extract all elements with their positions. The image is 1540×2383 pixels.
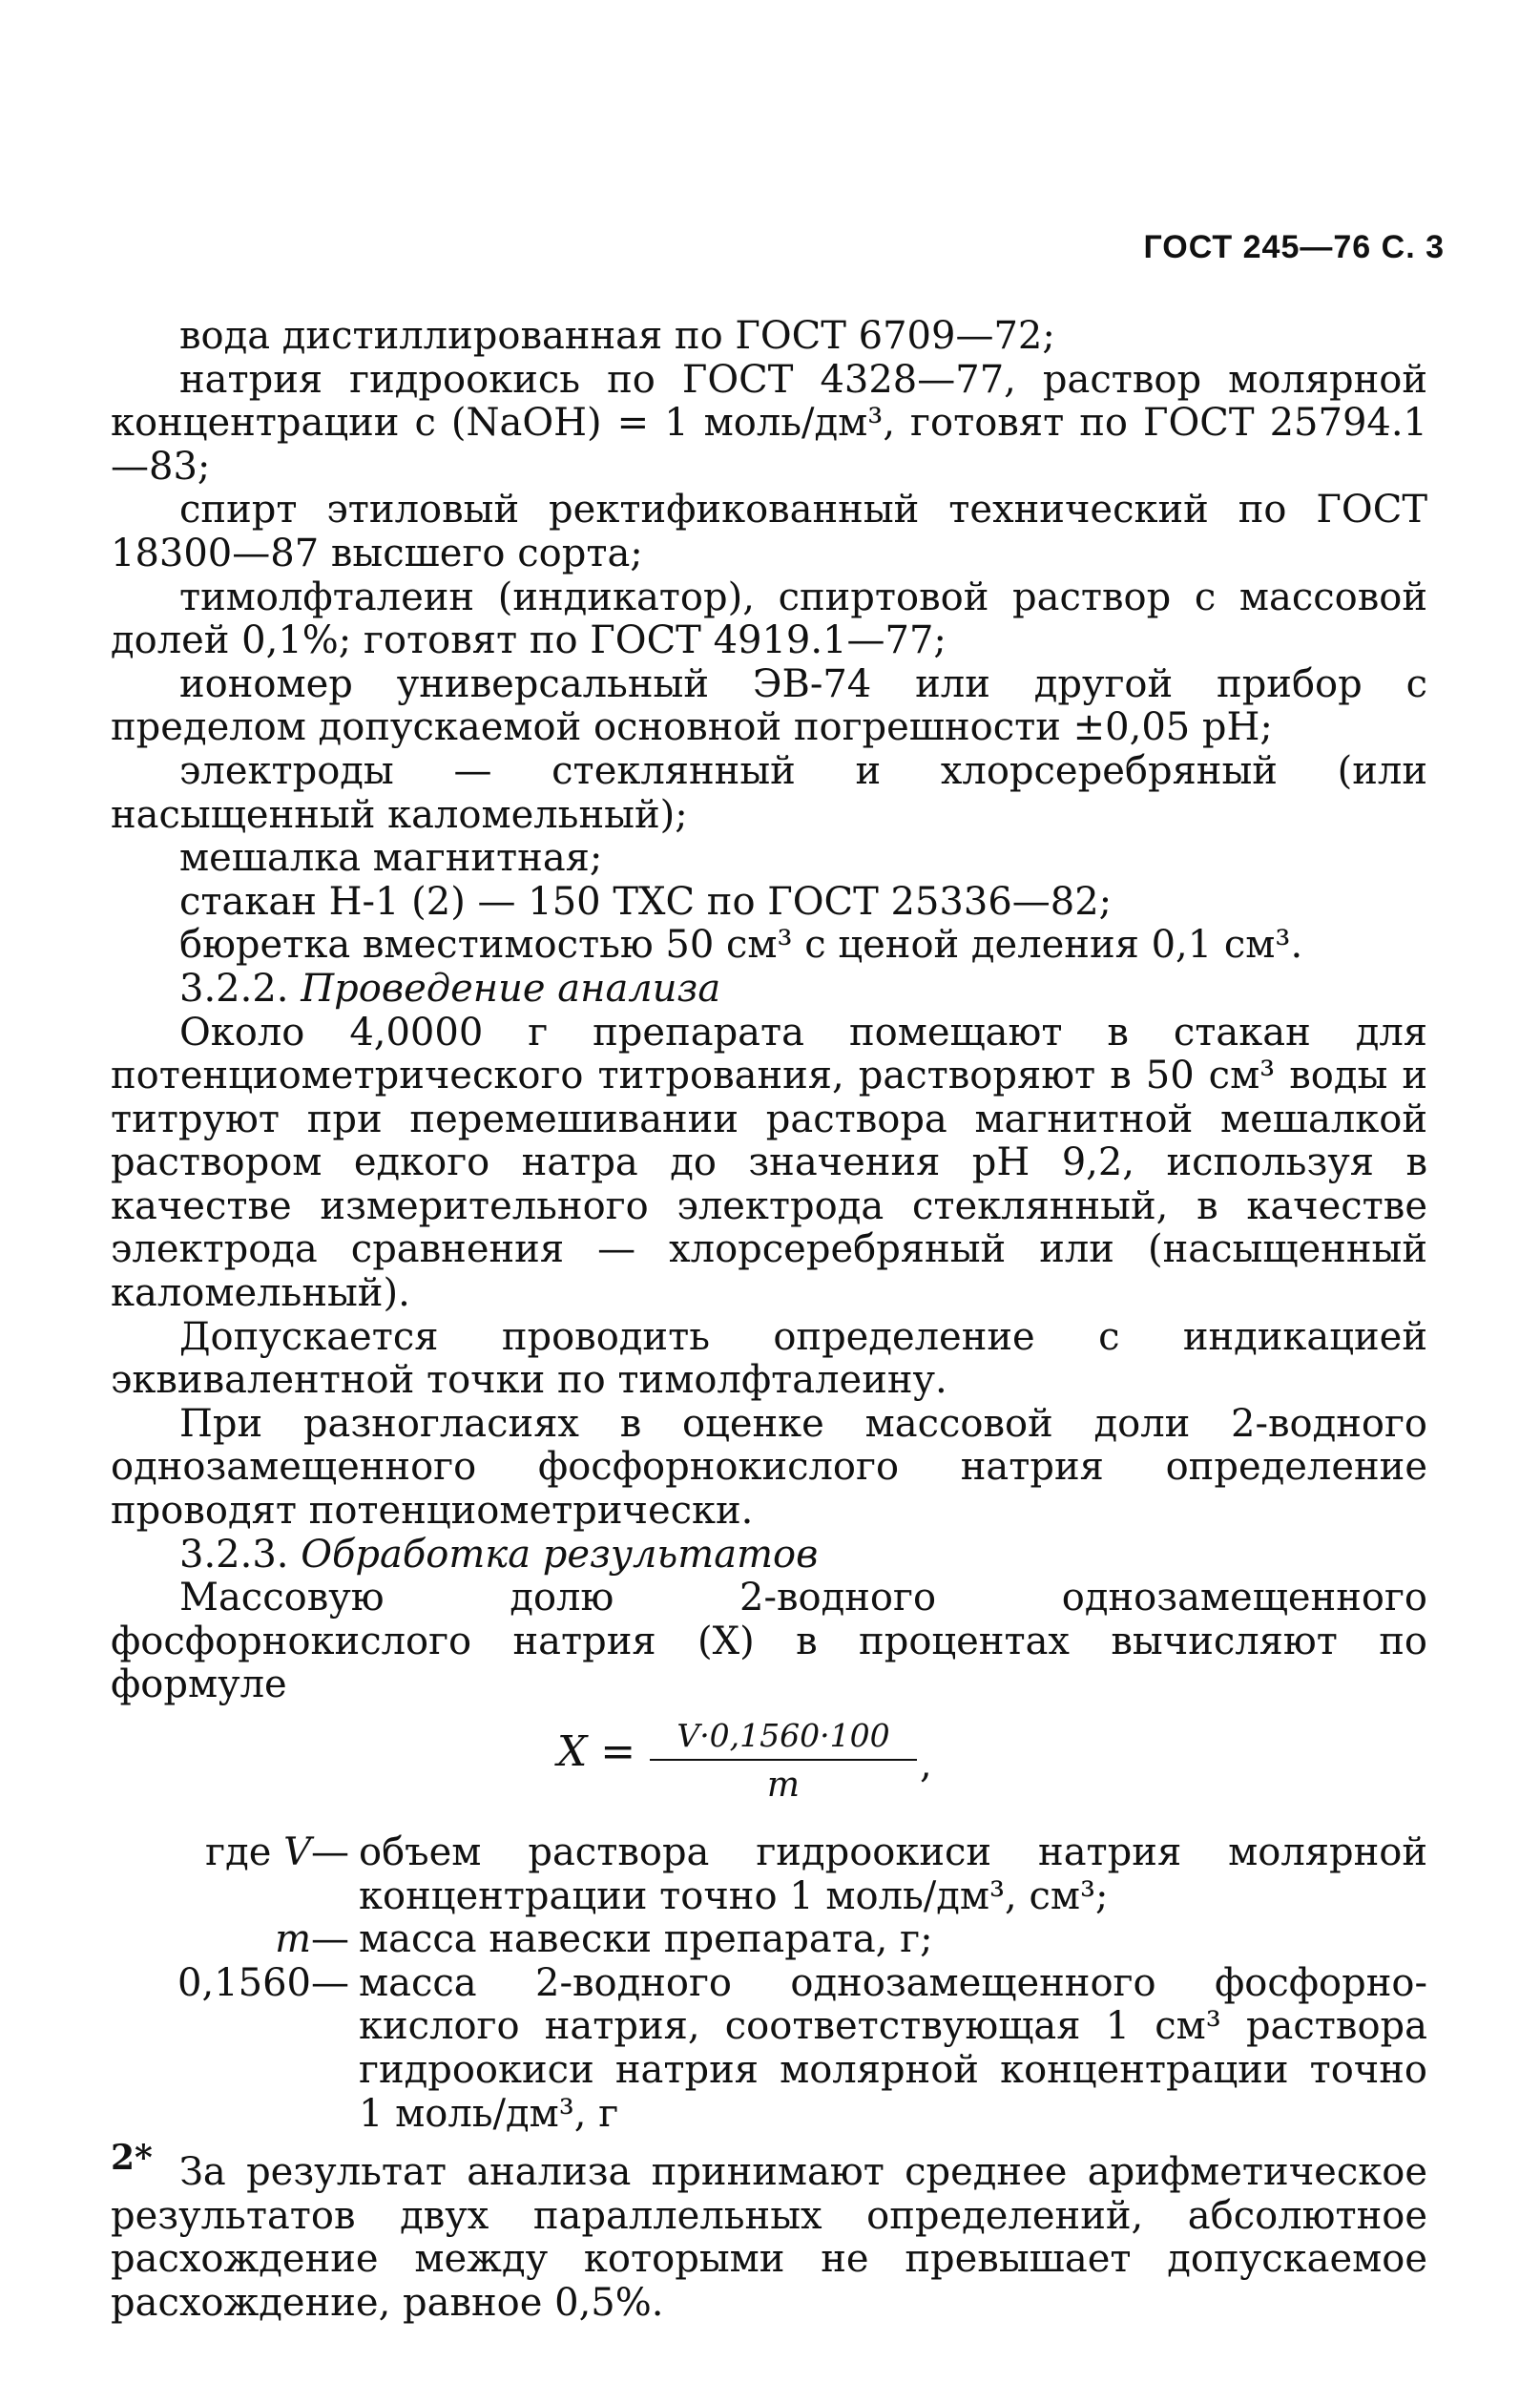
reagent-item: вода дистиллированная по ГОСТ 6709—72; <box>179 314 1055 358</box>
definition-description: объем раствора гидроокиси натрия молярной концентрации точно 1 моль/дм³, см³; <box>359 1830 1427 1918</box>
definition-description: масса навески препарата, г; <box>359 1917 933 1962</box>
signature-mark: 2* <box>111 2138 153 2178</box>
section-heading-analysis <box>111 968 1427 1012</box>
formula-trail: , <box>920 1743 932 1787</box>
definition-row <box>111 1962 1427 2136</box>
definition-symbol: V <box>283 1830 311 1874</box>
formula <box>111 1715 1427 1810</box>
definition-dash: — <box>311 1917 349 1962</box>
reagents-list <box>111 315 1427 968</box>
definition-dash: — <box>311 1830 349 1874</box>
definition-row <box>111 1831 1427 1918</box>
definition-description: масса 2-водного однозамещенного фосфорно-кислого натрия, соответствующая 1 см³ раствора гидроокиси натрия молярной концентрации точно 1 моль/дм³, г <box>359 1960 1427 2136</box>
section-number: 3.2.2. <box>179 966 289 1011</box>
section-heading-results <box>111 1534 1427 1578</box>
formula-denominator: m <box>766 1766 801 1805</box>
results-intro: Массовую долю 2-водного однозамещенного фосфорнокислого натрия (X) в процентах вычисляют по формуле <box>111 1576 1427 1707</box>
results-conclusion: За результат анализа принимают среднее арифметическое результатов двух параллельных определений, абсолютное расхождение между которыми не превышает допускаемое расхождение, равное 0,5%. <box>111 2150 1427 2325</box>
where-label: где <box>205 1830 272 1874</box>
document-body <box>111 315 1427 2326</box>
analysis-paragraph: При разногласиях в оценке массовой доли 2-водного однозамещенного фосфорнокислого натрия определение проводят потенциометрически. <box>111 1401 1427 1534</box>
reagent-item: бюретка вместимостью 50 см³ с ценой деления 0,1 см³. <box>179 923 1303 968</box>
analysis-paragraph: Около 4,0000 г препарата помещают в стакан для потенциометрического титрования, растворяют в 50 см³ воды и титруют при перемешивании раствора магнитной мешалкой раствором едкого натра до значения рН 9,2, используя в качестве измерительного электрода стеклянный, в качестве электрода сравнения — хлорсеребряный или (насыщенный каломельный). <box>111 1010 1427 1316</box>
reagent-item: мешалка магнитная; <box>179 836 603 881</box>
analysis-paragraph: Допускается проводить определение с индикацией эквивалентной точки по тимолфталеину. <box>111 1314 1427 1403</box>
fraction-bar <box>650 1759 917 1761</box>
reagent-item: спирт этиловый ректификованный технический по ГОСТ 18300—87 высшего сорта; <box>111 488 1427 575</box>
formula-lhs: X = <box>557 1727 636 1776</box>
reagent-item: натрия гидроокись по ГОСТ 4328—77, раствор молярной концентрации с (NaOH) = 1 моль/дм³, готовят по ГОСТ 25794.1—83; <box>111 357 1427 489</box>
reagent-item: иономер универсальный ЭВ-74 или другой прибор с пределом допускаемой основной погрешности ±0,05 рН; <box>111 661 1427 750</box>
definition-row <box>111 1918 1427 1962</box>
formula-fraction <box>650 1715 917 1807</box>
section-title: Проведение анализа <box>301 966 721 1011</box>
reagent-item: тимолфталеин (индикатор), спиртовой раствор с массовой долей 0,1%; готовят по ГОСТ 4919.1—77; <box>111 575 1427 663</box>
definition-symbol: 0,1560 <box>177 1960 311 2005</box>
definition-symbol: m <box>275 1917 311 1962</box>
section-title: Обработка результатов <box>301 1532 819 1577</box>
definition-dash: — <box>311 1960 349 2005</box>
reagent-item: стакан Н-1 (2) — 150 ТХС по ГОСТ 25336—82; <box>179 879 1113 924</box>
formula-numerator: V·0,1560·100 <box>676 1717 890 1754</box>
section-number: 3.2.3. <box>179 1532 289 1577</box>
definition-symbol-cell <box>111 1831 311 1918</box>
definitions-table <box>111 1831 1427 2136</box>
page-header: ГОСТ 245—76 С. 3 <box>1143 229 1445 265</box>
reagent-item: электроды — стеклянный и хлорсеребряный (или насыщенный каломельный); <box>111 748 1427 837</box>
